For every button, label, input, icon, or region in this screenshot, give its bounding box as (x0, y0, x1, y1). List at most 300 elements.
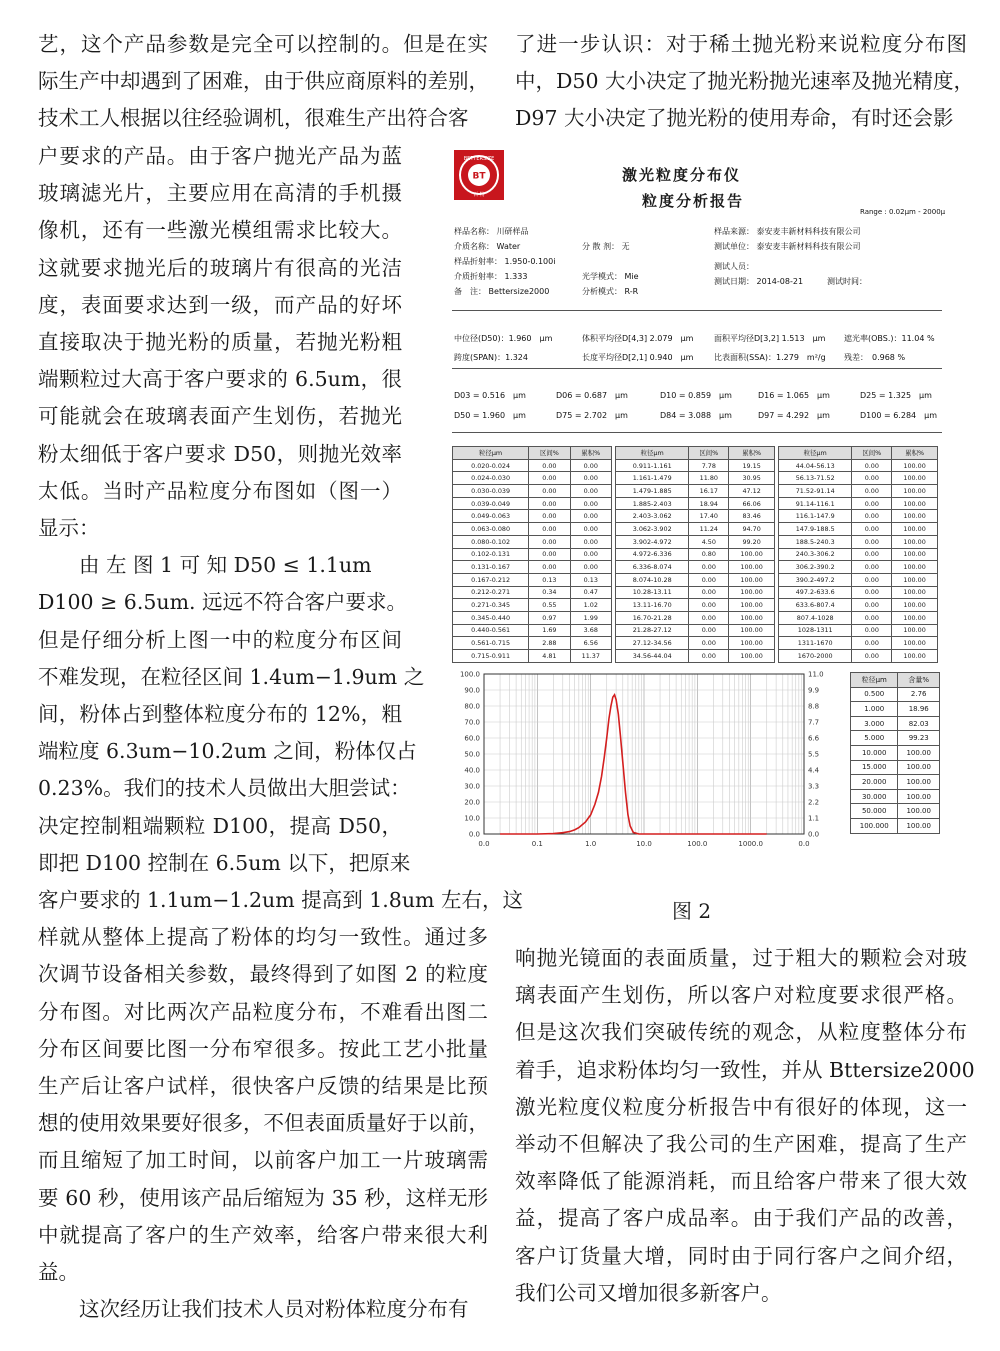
table-row (453, 573, 612, 586)
table-cell: 633.6-807.4 (779, 599, 852, 612)
table-cell: 0.715-0.911 (453, 650, 529, 663)
table-cell: 0.00 (689, 637, 729, 650)
table-row (616, 497, 775, 510)
table-cell: 100.000 (851, 818, 898, 833)
text-line: 而且缩短了加工时间，以前客户加工一片玻璃需 (38, 1148, 488, 1173)
divider (452, 310, 942, 311)
table-row (453, 548, 612, 561)
particle-size-report (452, 150, 946, 850)
table-row (453, 586, 612, 599)
table-row (779, 548, 938, 561)
table-header: 区间% (852, 447, 892, 460)
text-line: 举动不但解决了我公司的生产困难，提高了生产 (515, 1132, 967, 1157)
text-line: 但是仔细分析上图一中的粒度分布区间 (38, 627, 402, 652)
table-cell: 100.00 (892, 472, 938, 485)
text-line: 要 60 秒，使用该产品后缩短为 35 秒，这样无形 (38, 1185, 488, 1210)
text-line: 粉太细低于客户要求 D50，则抛光效率 (38, 441, 402, 466)
table-cell: 0.440-0.561 (453, 624, 529, 637)
table-row (453, 599, 612, 612)
table-cell: 100.00 (729, 650, 775, 663)
y2-tick-label: 11.0 (808, 670, 824, 679)
table-cell: 497.2-633.6 (779, 586, 852, 599)
text-line: 由 左 图 1 可 知 D50 ≤ 1.1um (38, 553, 372, 578)
table-row (616, 561, 775, 574)
stat-value: D97 = 4.292 μm (758, 411, 830, 420)
y2-tick-label: 2.2 (808, 798, 820, 807)
table-row (616, 573, 775, 586)
text-line: 中就提高了客户的生产效率，给客户带来很大利 (38, 1222, 488, 1247)
table-row (851, 687, 940, 702)
text-line: 间，粉体占到整体粒度分布的 12%，粗 (38, 702, 402, 727)
table-header: 粒径μm (616, 447, 689, 460)
info-text: 分析模式： R-R (582, 287, 639, 296)
table-cell: 0.00 (570, 561, 611, 574)
info-text: 样品折射率： 1.950-0.100i (454, 257, 556, 266)
table-cell: 1311-1670 (779, 637, 852, 650)
y2-tick-label: 5.5 (808, 750, 820, 759)
stat-value: D10 = 0.859 μm (660, 391, 732, 400)
y-tick-label: 70.0 (464, 718, 480, 727)
table-cell: 6.56 (570, 637, 611, 650)
stat-value: D50 = 1.960 μm (454, 411, 526, 420)
table-header: 累积% (729, 447, 775, 460)
table-cell: 44.04-56.13 (779, 459, 852, 472)
table-cell: 1.479-1.885 (616, 485, 689, 498)
table-row (453, 624, 612, 637)
table-cell: 0.00 (529, 459, 570, 472)
table-cell: 18.94 (689, 497, 729, 510)
table-row (616, 611, 775, 624)
text-line: 玻璃滤光片，主要应用在高清的手机摄 (38, 181, 402, 206)
table-cell: 1028-1311 (779, 624, 852, 637)
table-row (779, 523, 938, 536)
table-cell: 100.00 (729, 611, 775, 624)
text-line: 即把 D100 控制在 6.5um 以下，把原来 (38, 850, 411, 875)
x-tick-label: 1000.0 (738, 840, 763, 848)
info-text: 测试单位： 泰安麦丰新材料科技有限公司 (714, 242, 861, 251)
table-cell: 8.074-10.28 (616, 573, 689, 586)
table-cell: 100.00 (729, 624, 775, 637)
table-cell: 82.03 (898, 716, 940, 731)
text-line: 这次经历让我们技术人员对粉体粒度分布有 (38, 1297, 469, 1322)
table-cell: 0.00 (852, 586, 892, 599)
table-cell: 0.00 (852, 523, 892, 536)
x-tick-label: 100.0 (687, 840, 708, 848)
x-axis-ticks (478, 840, 809, 848)
table-cell: 188.5-240.3 (779, 535, 852, 548)
table-cell: 56.13-71.52 (779, 472, 852, 485)
table-cell: 30.000 (851, 789, 898, 804)
info-text: 光学模式： Mie (582, 272, 639, 281)
y-tick-label: 10.0 (464, 814, 480, 823)
table-cell: 0.00 (529, 523, 570, 536)
table-row (779, 611, 938, 624)
body-text-right-bottom (515, 940, 975, 1312)
stat-value: D16 = 1.065 μm (758, 391, 830, 400)
table-row (616, 624, 775, 637)
y-axis-ticks (460, 671, 480, 839)
table-row (779, 624, 938, 637)
table-cell: 0.00 (570, 510, 611, 523)
table-row (453, 561, 612, 574)
table-cell: 30.95 (729, 472, 775, 485)
table-cell: 1.000 (851, 702, 898, 717)
report-title-2: 粒度分析报告 (642, 192, 745, 210)
y2-tick-label: 9.9 (808, 686, 820, 695)
table-header: 区间% (689, 447, 729, 460)
table-cell: 0.00 (689, 599, 729, 612)
table-cell: 147.9-188.5 (779, 523, 852, 536)
table-cell: 0.80 (689, 548, 729, 561)
table-cell: 99.20 (729, 535, 775, 548)
table-cell: 0.00 (529, 510, 570, 523)
table-cell: 7.78 (689, 459, 729, 472)
y-tick-label: 40.0 (464, 766, 480, 775)
table-cell: 2.88 (529, 637, 570, 650)
table-row (779, 510, 938, 523)
table-cell: 0.13 (529, 573, 570, 586)
table-cell: 91.14-116.1 (779, 497, 852, 510)
table-cell: 100.00 (729, 637, 775, 650)
table-cell: 0.911-1.161 (616, 459, 689, 472)
y2-tick-label: 7.7 (808, 718, 820, 727)
table-cell: 0.00 (852, 611, 892, 624)
table-cell: 1.69 (529, 624, 570, 637)
text-line: 样就从整体上提高了粉体的均匀一致性。通过多 (38, 925, 488, 950)
table-cell: 0.00 (529, 535, 570, 548)
text-line: 着手，追求粉体均匀一致性，并从 Bttersize2000 (515, 1057, 975, 1082)
table-row (851, 775, 940, 790)
table-cell: 0.131-0.167 (453, 561, 529, 574)
table-row (453, 510, 612, 523)
stat-value: 中位径(D50)：1.960 μm (454, 334, 553, 343)
table-row (779, 650, 938, 663)
text-line: 技术工人根据以往经验调机，很难生产出符合客 (38, 106, 469, 131)
divider (452, 368, 942, 369)
table-cell: 3.000 (851, 716, 898, 731)
table-cell: 100.00 (892, 573, 938, 586)
table-cell: 0.080-0.102 (453, 535, 529, 548)
table-row (453, 611, 612, 624)
body-text-left-top (38, 26, 488, 138)
table-cell: 100.00 (892, 611, 938, 624)
text-line: 次调节设备相关参数，最终得到了如图 2 的粒度 (38, 962, 488, 987)
table-cell: 0.00 (852, 497, 892, 510)
y2-tick-label: 1.1 (808, 814, 820, 823)
x-tick-label: 0.0 (478, 840, 490, 848)
stat-value: D100 = 6.284 μm (860, 411, 938, 420)
table-cell: 4.972-6.336 (616, 548, 689, 561)
y2-tick-label: 8.8 (808, 702, 820, 711)
y2-tick-label: 3.3 (808, 782, 820, 791)
info-text: 样品来源： 泰安麦丰新材料科技有限公司 (714, 227, 861, 236)
table-cell: 0.063-0.080 (453, 523, 529, 536)
text-line: 中，D50 大小决定了抛光粉抛光速率及抛光精度， (515, 69, 975, 94)
text-line: 度，表面要求达到一级，而产品的好坏 (38, 292, 402, 317)
table-row (851, 702, 940, 717)
x-tick-label: 10.0 (636, 840, 652, 848)
table-cell: 100.00 (892, 485, 938, 498)
text-line: 益，提高了客户成品率。由于我们产品的改善， (515, 1206, 967, 1231)
text-line: 端粒度 6.3um−10.2um 之间，粉体仅占 (38, 739, 417, 764)
table-cell: 11.24 (689, 523, 729, 536)
table-row (851, 804, 940, 819)
text-line: 像机，还有一些激光模组需求比较大。 (38, 218, 402, 243)
text-line: 艺，这个产品参数是完全可以控制的。但是在实 (38, 32, 488, 56)
table-cell: 15.000 (851, 760, 898, 775)
table-cell: 3.68 (570, 624, 611, 637)
table-cell: 0.271-0.345 (453, 599, 529, 612)
table-cell: 240.3-306.2 (779, 548, 852, 561)
figure-caption: 图 2 (672, 899, 712, 923)
table-cell: 16.17 (689, 485, 729, 498)
x-tick-label: 0.0 (798, 840, 810, 848)
table-cell: 100.00 (898, 789, 940, 804)
table-cell: 100.00 (892, 523, 938, 536)
table-cell: 100.00 (898, 818, 940, 833)
table-cell: 390.2-497.2 (779, 573, 852, 586)
text-line: 客户订货量大增，同时由于同行客户之间介绍， (515, 1243, 967, 1268)
table-header: 区间% (529, 447, 570, 460)
info-text: 介质折射率： 1.333 (454, 272, 528, 281)
table-cell: 0.00 (529, 497, 570, 510)
info-text: 备 注： Bettersize2000 (454, 287, 550, 296)
table-cell: 100.00 (729, 599, 775, 612)
stat-value: 跨度(SPAN)：1.324 (454, 353, 528, 362)
table-cell: 0.030-0.039 (453, 485, 529, 498)
text-line: 我们公司又增加很多新客户。 (515, 1280, 782, 1305)
table-cell: 100.00 (892, 459, 938, 472)
table-cell: 100.00 (892, 650, 938, 663)
table-row (616, 586, 775, 599)
table-cell: 50.000 (851, 804, 898, 819)
table-cell: 0.500 (851, 687, 898, 702)
table-cell: 0.34 (529, 586, 570, 599)
table-row (779, 637, 938, 650)
logo-sub: 百 特 (473, 192, 485, 198)
y2-tick-label: 0.0 (808, 830, 820, 839)
info-text: 介质名称： Water (454, 242, 521, 251)
table-cell: 13.11-16.70 (616, 599, 689, 612)
stat-value: 遮光率(OBS.)：11.04 % (844, 334, 935, 343)
table-row (453, 535, 612, 548)
table-cell: 99.23 (898, 731, 940, 746)
y-tick-label: 0.0 (468, 830, 480, 839)
table-cell: 10.000 (851, 745, 898, 760)
table-cell: 0.024-0.030 (453, 472, 529, 485)
table-cell: 19.15 (729, 459, 775, 472)
table-cell: 100.00 (892, 497, 938, 510)
table-cell: 1.99 (570, 611, 611, 624)
text-line: 可能就会在玻璃表面产生划伤，若抛光 (38, 404, 402, 429)
text-line: 0.23%。我们的技术人员做出大胆尝试： (38, 776, 411, 801)
table-cell: 10.28-13.11 (616, 586, 689, 599)
chart-grid (484, 674, 804, 834)
stat-value: 残差： 0.968 % (844, 353, 906, 362)
table-header: 累积% (570, 447, 611, 460)
y2-tick-label: 6.6 (808, 734, 820, 743)
table-cell: 100.00 (892, 637, 938, 650)
table-cell: 0.00 (852, 548, 892, 561)
stat-value: D06 = 0.687 μm (556, 391, 628, 400)
info-text: 测试日期： 2014-08-21 测试时间： (714, 277, 868, 286)
table-cell: 0.039-0.049 (453, 497, 529, 510)
table-cell: 1.161-1.479 (616, 472, 689, 485)
table-row (851, 716, 940, 731)
text-line: 了进一步认识：对于稀土抛光粉来说粒度分布图 (515, 32, 967, 56)
table-row (616, 472, 775, 485)
table-cell: 0.00 (570, 497, 611, 510)
info-text: 样品名称： 川研样品 (454, 227, 529, 236)
y-tick-label: 50.0 (464, 750, 480, 759)
y2-axis-ticks (808, 671, 824, 839)
table-row (616, 485, 775, 498)
size-table (778, 446, 938, 663)
x-tick-label: 1.0 (585, 840, 597, 848)
table-cell: 17.40 (689, 510, 729, 523)
table-cell: 0.00 (852, 510, 892, 523)
text-line: 际生产中却遇到了困难，由于供应商原料的差别， (38, 69, 489, 94)
text-line: 不难发现，在粒径区间 1.4um−1.9um 之 (38, 664, 425, 689)
table-row (779, 573, 938, 586)
y-tick-label: 60.0 (464, 734, 480, 743)
table-row (851, 745, 940, 760)
table-cell: 1.02 (570, 599, 611, 612)
table-row (453, 485, 612, 498)
table-cell: 2.403-3.062 (616, 510, 689, 523)
table-header: 粒径μm (851, 673, 898, 688)
table-cell: 3.902-4.972 (616, 535, 689, 548)
text-line: 分布区间要比图一分布窄很多。按此工艺小批量 (38, 1036, 488, 1061)
table-cell: 0.00 (689, 624, 729, 637)
table-cell: 0.00 (689, 611, 729, 624)
table-row (453, 459, 612, 472)
table-cell: 0.00 (570, 535, 611, 548)
table-cell: 27.12-34.56 (616, 637, 689, 650)
table-cell: 83.46 (729, 510, 775, 523)
table-cell: 0.00 (529, 472, 570, 485)
table-row (616, 459, 775, 472)
table-row (851, 818, 940, 833)
text-line: D100 ≥ 6.5um. 远远不符合客户要求。 (38, 590, 408, 615)
table-row (851, 760, 940, 775)
table-cell: 0.00 (852, 573, 892, 586)
table-row (779, 535, 938, 548)
bettersize-logo (454, 150, 504, 200)
table-cell: 100.00 (892, 561, 938, 574)
table-cell: 3.062-3.902 (616, 523, 689, 536)
body-text-right-top (515, 26, 975, 138)
table-cell: 1670-2000 (779, 650, 852, 663)
table-cell: 0.00 (852, 624, 892, 637)
table-cell: 0.00 (852, 561, 892, 574)
table-row (453, 637, 612, 650)
table-cell: 0.00 (689, 586, 729, 599)
table-cell: 0.020-0.024 (453, 459, 529, 472)
table-cell: 116.1-147.9 (779, 510, 852, 523)
table-cell: 0.00 (570, 485, 611, 498)
table-cell: 11.80 (689, 472, 729, 485)
text-line: 客户要求的 1.1um−1.2um 提高到 1.8um 左右，这 (38, 888, 523, 912)
table-row (616, 510, 775, 523)
distribution-chart (452, 666, 844, 852)
table-cell: 0.00 (529, 485, 570, 498)
table-cell: 100.00 (892, 599, 938, 612)
text-line: D97 大小决定了抛光粉的使用寿命，有时还会影 (515, 106, 954, 131)
logo-text: BETTERSIZE (463, 156, 495, 162)
stat-value: 比表面积(SSA)：1.279 m²/g (714, 353, 826, 362)
size-table (452, 446, 612, 663)
table-cell: 34.56-44.04 (616, 650, 689, 663)
table-cell: 0.00 (852, 599, 892, 612)
logo-mark: BT (472, 171, 486, 182)
table-cell: 0.55 (529, 599, 570, 612)
table-cell: 2.76 (898, 687, 940, 702)
x-tick-label: 0.1 (531, 840, 543, 848)
table-cell: 0.167-0.212 (453, 573, 529, 586)
table-row (616, 535, 775, 548)
table-cell: 0.212-0.271 (453, 586, 529, 599)
body-text-left-narrow (38, 138, 425, 882)
table-row (779, 599, 938, 612)
table-cell: 100.00 (892, 586, 938, 599)
cum-table (850, 672, 940, 834)
text-line: 生产后让客户试样，很快客户反馈的结果是比预 (38, 1074, 488, 1099)
text-line: 但是这次我们突破传统的观念，从粒度整体分布 (515, 1020, 967, 1045)
table-cell: 0.00 (689, 561, 729, 574)
y-tick-label: 30.0 (464, 782, 480, 791)
table-header: 粒径μm (453, 447, 529, 460)
table-cell: 100.00 (729, 561, 775, 574)
table-cell: 100.00 (729, 573, 775, 586)
table-row (779, 459, 938, 472)
table-cell: 0.00 (570, 459, 611, 472)
table-cell: 0.00 (689, 650, 729, 663)
text-line: 激光粒度仪粒度分析报告中有很好的体现，这一 (515, 1094, 967, 1119)
table-cell: 100.00 (892, 535, 938, 548)
table-row (779, 472, 938, 485)
stat-value: 体积平均径D[4,3] 2.079 μm (582, 334, 694, 343)
text-line: 璃表面产生划伤，所以客户对粒度要求很严格。 (515, 983, 967, 1008)
table-cell: 0.00 (689, 573, 729, 586)
text-line: 直接取决于抛光粉的质量，若抛光粉粗 (38, 330, 402, 355)
stat-value: D75 = 2.702 μm (556, 411, 628, 420)
table-cell: 0.00 (852, 637, 892, 650)
table-row (779, 561, 938, 574)
table-header: 含量% (898, 673, 940, 688)
y2-tick-label: 4.4 (808, 766, 820, 775)
text-line: 决定控制粗端颗粒 D100，提高 D50， (38, 813, 402, 838)
table-row (616, 637, 775, 650)
info-text: 测试人员： (714, 262, 754, 271)
table-cell: 11.37 (570, 650, 611, 663)
text-line: 益。 (38, 1260, 79, 1285)
text-line: 这就要求抛光后的玻璃片有很高的光洁 (38, 255, 402, 280)
stat-value: D25 = 1.325 μm (860, 391, 932, 400)
table-cell: 100.00 (729, 586, 775, 599)
table-row (779, 586, 938, 599)
y-tick-label: 20.0 (464, 798, 480, 807)
text-line: 想的使用效果要好很多，不但表面质量好于以前， (38, 1111, 489, 1136)
table-cell: 0.00 (852, 472, 892, 485)
text-line: 响抛光镜面的表面质量，过于粗大的颗粒会对玻 (515, 946, 967, 970)
table-cell: 47.12 (729, 485, 775, 498)
table-cell: 94.70 (729, 523, 775, 536)
table-cell: 0.00 (570, 472, 611, 485)
table-cell: 71.52-91.14 (779, 485, 852, 498)
table-cell: 6.336-8.074 (616, 561, 689, 574)
range-label: Range : 0.02μm - 2000μ (860, 208, 946, 216)
